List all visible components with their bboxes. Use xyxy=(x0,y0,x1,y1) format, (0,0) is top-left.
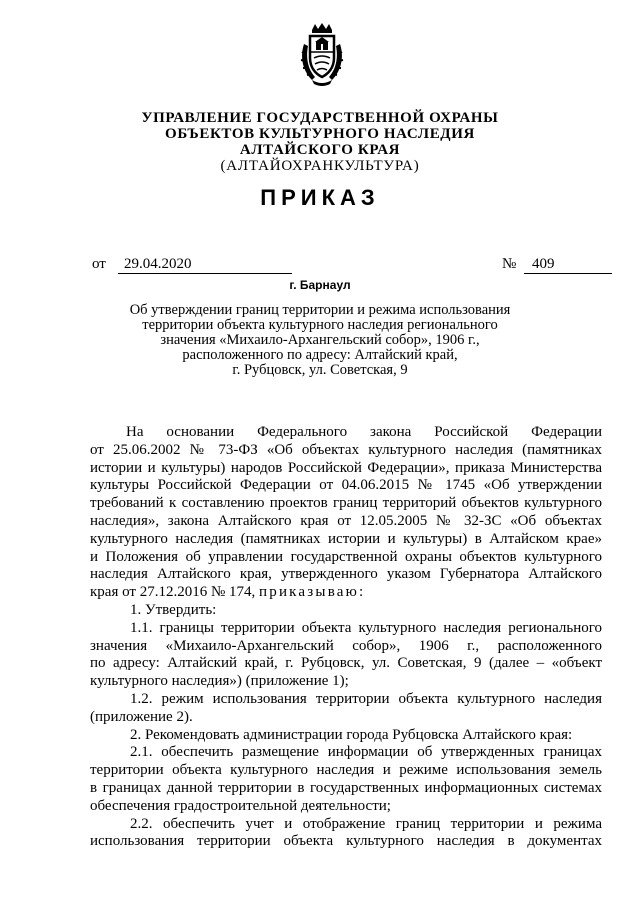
body-line: наследия», закона Алтайского края от 12.05.2005 № 32-ЗС «Об объектах xyxy=(90,512,602,529)
body-line: культуры Российской Федерации от 04.06.2015 № 1745 «Об утверждении xyxy=(90,477,602,494)
body-line xyxy=(90,584,602,602)
date-prefix-label: от xyxy=(92,256,106,272)
body-text-fragment: : xyxy=(359,584,364,601)
item-1-1-line: значения «Михаило-Архангельский собор», 1906 г., расположенного xyxy=(90,637,602,654)
order-verb-spaced: приказываю xyxy=(259,584,360,601)
body-line: от 25.06.2002 № 73-ФЗ «Об объектах культурного наследия (памятниках xyxy=(90,441,602,458)
agency-abbreviation: (АЛТАЙОХРАНКУЛЬТУРА) xyxy=(220,158,420,174)
item-2-1-line: обеспечения градостроительной деятельности; xyxy=(90,797,391,814)
document-type-title: ПРИКАЗ xyxy=(260,185,380,210)
order-number: 409 xyxy=(524,256,612,274)
item-1-1-line: культурного наследия») (приложение 1); xyxy=(90,673,349,690)
order-subject xyxy=(120,303,520,378)
subject-line: значения «Михаило-Архангельский собор», 1906 г., xyxy=(160,332,480,348)
item-2-1-line: территории объекта культурного наследия и режиме использования земель xyxy=(90,762,602,779)
agency-name-block xyxy=(0,110,640,174)
agency-name-line: ОБЪЕКТОВ КУЛЬТУРНОГО НАСЛЕДИЯ xyxy=(165,126,475,142)
item-2-1-line: в границах данной территории в государственных информационных системах xyxy=(90,779,602,796)
body-line: культурного наследия (памятниках истории и культуры) в Алтайском крае» xyxy=(90,530,602,547)
coat-of-arms-emblem xyxy=(298,22,346,88)
item-2-2-line: использования территории объекта культурного наследия в документах xyxy=(90,833,602,850)
body-line: наследия Алтайского края, утвержденного указом Губернатора Алтайского xyxy=(90,566,602,583)
order-body xyxy=(90,424,602,851)
body-line: требований к составлению проектов границ территорий объектов культурного xyxy=(90,495,602,512)
date-number-row xyxy=(92,256,612,276)
number-sign-label: № xyxy=(502,256,517,272)
order-date: 29.04.2020 xyxy=(118,256,292,274)
subject-line: Об утверждении границ территории и режима использования xyxy=(129,302,511,318)
item-1-2-line: (приложение 2). xyxy=(90,708,193,725)
item-2-1-line: 2.1. обеспечить размещение информации об утвержденных границах xyxy=(130,744,602,761)
subject-line: г. Рубцовск, ул. Советская, 9 xyxy=(232,362,408,378)
agency-name-line: АЛТАЙСКОГО КРАЯ xyxy=(239,142,401,158)
body-line: истории и культуры) народов Российской Федерации», приказа Министерства xyxy=(90,459,602,476)
item-1-1-line: по адресу: Алтайский край, г. Рубцовск, ул. Советская, 9 (далее – «объект xyxy=(90,655,602,672)
subject-line: территории объекта культурного наследия регионального xyxy=(142,317,498,333)
item-1-heading: 1. Утвердить: xyxy=(130,601,217,618)
body-line: На основании Федерального закона Российской Федерации xyxy=(126,424,602,440)
item-1-1-line: 1.1. границы территории объекта культурного наследия регионального xyxy=(130,619,602,636)
item-2-heading: 2. Рекомендовать администрации города Рубцовска Алтайского края: xyxy=(130,726,573,743)
item-1-2-line: 1.2. режим использования территории объекта культурного наследия xyxy=(130,690,602,707)
city-label: г. Барнаул xyxy=(289,278,351,292)
subject-line: расположенного по адресу: Алтайский край, xyxy=(182,347,458,363)
agency-name-line: УПРАВЛЕНИЕ ГОСУДАРСТВЕННОЙ ОХРАНЫ xyxy=(141,110,499,126)
body-line: и Положения об управлении государственной охраны объектов культурного xyxy=(90,548,602,565)
item-2-2-line: 2.2. обеспечить учет и отображение границ территории и режима xyxy=(130,815,602,832)
body-text-fragment: края от 27.12.2016 № 174, xyxy=(90,584,256,601)
